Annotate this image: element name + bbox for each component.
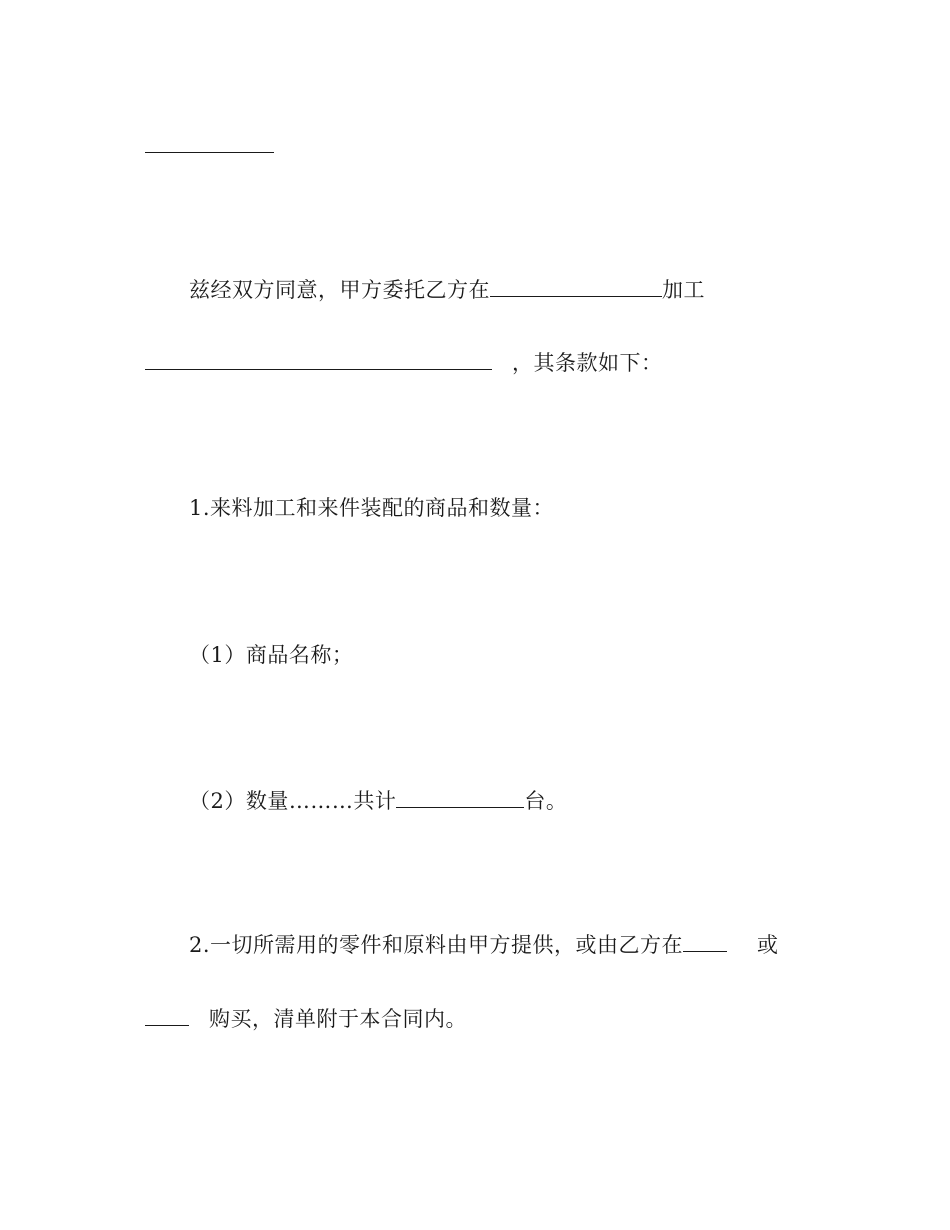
intro-text-3: ，其条款如下： — [512, 351, 663, 375]
clause-2-text-2: 或 — [757, 933, 779, 957]
clause-2-line-2 — [145, 1005, 467, 1032]
top-blank-line — [145, 152, 274, 153]
quantity-label: （2）数量………共计 — [189, 789, 397, 813]
purchase-location-blank-1 — [683, 931, 727, 952]
clause-2-text-1: 2.一切所需用的零件和原料由甲方提供，或由乙方在 — [189, 933, 684, 957]
intro-text-2: 加工 — [662, 278, 705, 302]
clause-2-text-3: 购买，清单附于本合同内。 — [209, 1007, 467, 1031]
intro-line-1 — [189, 276, 705, 303]
clause-1-item-2 — [189, 787, 567, 814]
location-blank — [490, 276, 662, 297]
product-blank — [145, 349, 492, 370]
clause-1-item-1 — [189, 642, 353, 668]
clause-1-heading-text: 1.来料加工和来件装配的商品和数量： — [189, 496, 555, 520]
intro-text-1: 兹经双方同意，甲方委托乙方在 — [189, 278, 490, 302]
quantity-unit: 台。 — [524, 789, 568, 813]
clause-1-heading — [189, 495, 554, 521]
product-name-label: （1）商品名称； — [189, 643, 354, 667]
purchase-location-blank-2 — [145, 1005, 189, 1026]
intro-line-2 — [145, 349, 663, 376]
quantity-blank — [396, 787, 524, 808]
clause-2-line-1 — [189, 931, 779, 958]
